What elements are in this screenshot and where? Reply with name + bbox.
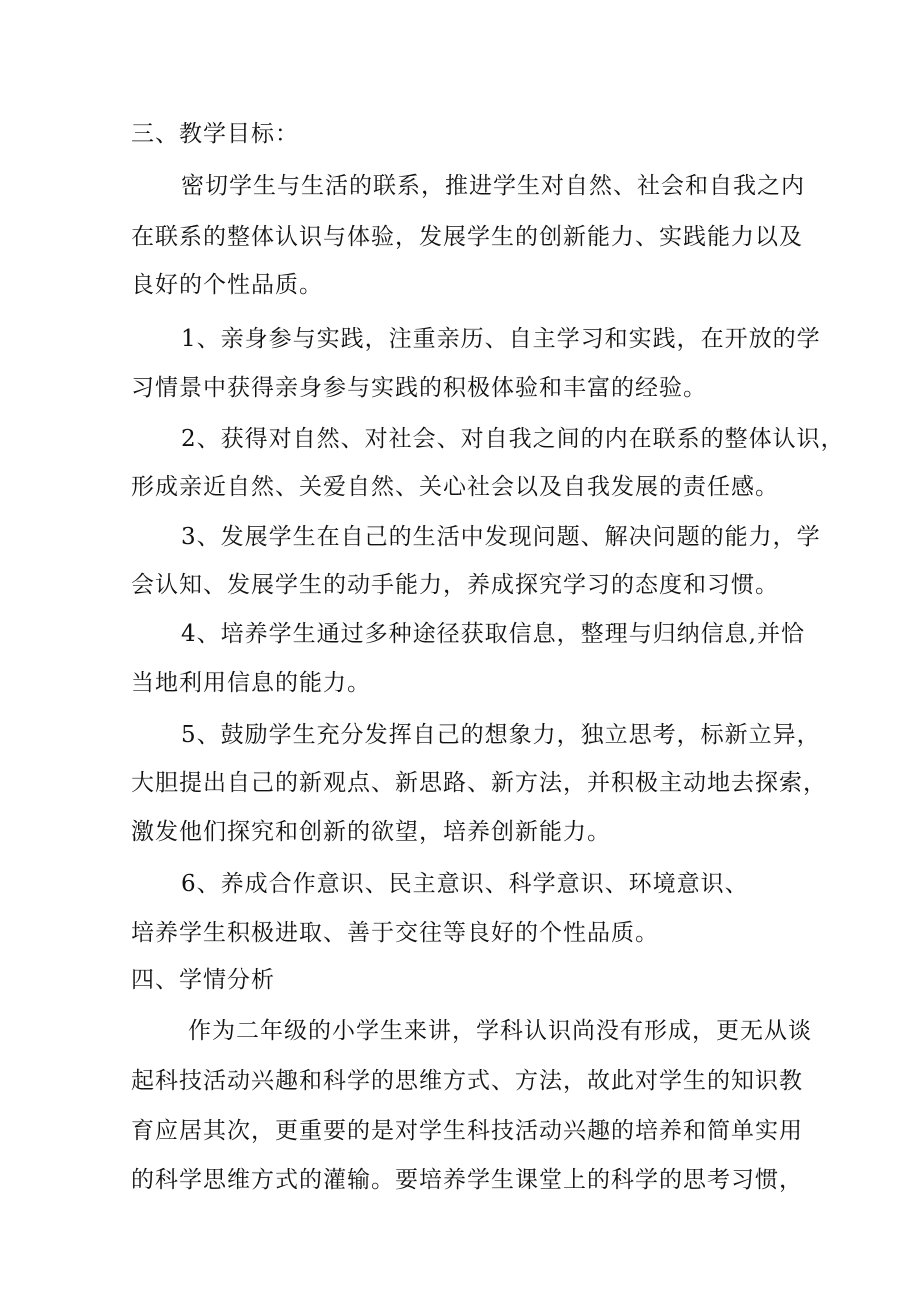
goal-item-5-line-3: 激发他们探究和创新的欲望，培养创新能力。	[131, 819, 611, 845]
goal-item-1-line-1: 1、亲身参与实践，注重亲历、自主学习和实践，在开放的学	[181, 326, 821, 352]
goal-item-6-line-1: 6、养成合作意识、民主意识、科学意识、环境意识、	[181, 871, 749, 897]
intro-line-3: 良好的个性品质。	[131, 272, 323, 298]
goal-item-1-line-2: 习情景中获得亲身参与实践的积极体验和丰富的经验。	[131, 375, 707, 401]
section-heading-student-analysis: 四、学情分析	[131, 967, 275, 993]
goal-item-5-line-1: 5、鼓励学生充分发挥自己的想象力，独立思考，标新立异，	[181, 722, 821, 748]
analysis-line-2: 起科技活动兴趣和科学的思维方式、方法，故此对学生的知识教	[131, 1068, 803, 1094]
section-heading-teaching-goals: 三、教学目标：	[131, 121, 299, 147]
goal-item-3-line-1: 3、发展学生在自己的生活中发现问题、解决问题的能力，学	[181, 524, 821, 550]
goal-item-6-line-2: 培养学生积极进取、善于交往等良好的个性品质。	[131, 920, 659, 946]
intro-line-2: 在联系的整体认识与体验，发展学生的创新能力、实践能力以及	[131, 224, 803, 250]
goal-item-3-line-2: 会认知、发展学生的动手能力，养成探究学习的态度和习惯。	[131, 572, 779, 598]
intro-line-1: 密切学生与生活的联系，推进学生对自然、社会和自我之内	[181, 173, 805, 199]
analysis-line-3: 育应居其次，更重要的是对学生科技活动兴趣的培养和简单实用	[131, 1118, 803, 1144]
goal-item-2-line-1: 2、获得对自然、对社会、对自我之间的内在联系的整体认识，	[181, 426, 845, 452]
analysis-line-1: 作为二年级的小学生来讲，学科认识尚没有形成，更无从谈	[188, 1018, 812, 1044]
goal-item-4-line-2: 当地利用信息的能力。	[131, 670, 371, 696]
goal-item-2-line-2: 形成亲近自然、关爱自然、关心社会以及自我发展的责任感。	[131, 474, 779, 500]
goal-item-5-line-2: 大胆提出自己的新观点、新思路、新方法，并积极主动地去探索，	[131, 770, 827, 796]
goal-item-4-line-1: 4、培养学生通过多种途径获取信息，整理与归纳信息,并恰	[181, 621, 805, 647]
analysis-line-4: 的科学思维方式的灌输。要培养学生课堂上的科学的思考习惯，	[131, 1167, 803, 1193]
